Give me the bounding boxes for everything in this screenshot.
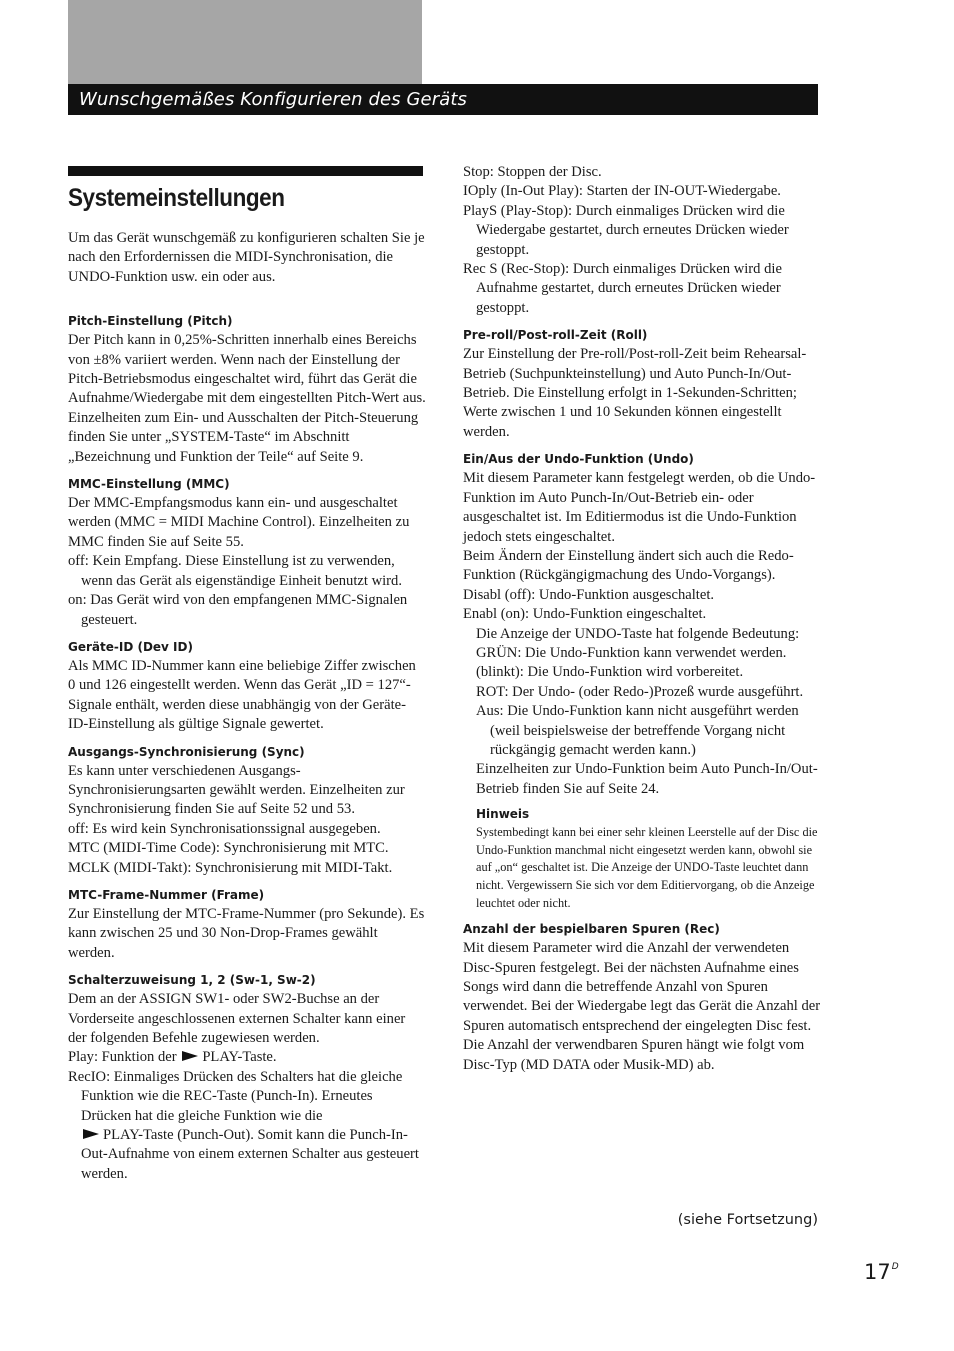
undo-text-2: Beim Ändern der Einstellung ändert sich auch die Redo-Funktion (Rückgängigmachung des Undo-Vorgangs). — [463, 547, 794, 584]
mmc-on: on: Das Gerät wird von den empfangenen MMC-Signalen gesteuert. — [68, 592, 408, 628]
roll-heading: Pre-roll/Post-roll-Zeit (Roll) — [463, 328, 648, 343]
undo-display: Die Anzeige der UNDO-Taste hat folgende Bedeutung: — [476, 625, 800, 642]
sw-play — [68, 1048, 426, 1067]
sw-play-suffix: PLAY-Taste. — [202, 1049, 277, 1066]
header-gray-block — [68, 0, 422, 84]
undo-enabl: Enabl (on): Undo-Funktion eingeschaltet. — [463, 606, 707, 623]
play-icon — [182, 1051, 198, 1061]
pitch-text-2: Einzelheiten zum Ein- und Ausschalten der Pitch-Steuerung finden Sie unter „SYSTEM-Taste“ im Abschnitt „Bezeichnung und Funktion der Teile“ auf Seite 9. — [68, 409, 419, 465]
section-title: Wunschgemäßes Konfigurieren des Geräts — [79, 89, 467, 110]
rec-text-1: Mit diesem Parameter wird die Anzahl der verwendeten Disc-Spuren festgelegt. Bei der nächsten Aufnahme eines Songs wird dann die betreffende Anzahl von Spuren verwendet. Bei der Wiedergabe legt das Gerät die Anzahl der Spuren automatisch entsprechend der eingelegten Disc fest. — [463, 940, 821, 1034]
sync-text: Es kann unter verschiedenen Ausgangs-Synchronisierungsarten gewählt werden. Einzelheiten zur Synchronisierung finden Sie auf Seite 52 und 53. — [68, 762, 405, 818]
sw-plays: PlayS (Play-Stop): Durch einmaliges Drücken wird die Wiedergabe gestartet, durch erneutes Drücken wieder gestoppt. — [463, 202, 789, 258]
page-number — [864, 1260, 899, 1284]
mmc-text: Der MMC-Empfangsmodus kann ein- und ausgeschaltet werden (MMC = MIDI Machine Control). Einzelheiten zu MMC finden Sie auf Seite 55. — [68, 495, 410, 550]
roll-text: Zur Einstellung der Pre-roll/Post-roll-Zeit beim Rehearsal-Betrieb (Suchpunkteinstellung) und Auto Punch-In/Out-Betrieb. Die Einstellung erfolgt in 1-Sekunden-Schritten; Werte zwischen 1 und 10 Sekunden können eingestellt werden. — [463, 346, 807, 440]
devid-text: Als MMC ID-Nummer kann eine beliebige Ziffer zwischen 0 und 126 eingestellt werden. Wenn das Gerät „ID = 127“-Signale enthält, werden diese unabhängig von der Geräte-ID-Einstellung als gültige Signale gewertet. — [68, 657, 416, 733]
sw-recio-a: RecIO: Einmaliges Drücken des Schalters hat die gleiche Funktion wie die REC-Taste (Punch-In). Erneutes Drücken hat die gleiche Funktion wie die — [68, 1068, 403, 1124]
devid-heading: Geräte-ID (Dev ID) — [68, 639, 193, 654]
frame-text: Zur Einstellung der MTC-Frame-Nummer (pro Sekunde). Es kann zwischen 25 und 30 Non-Drop-Frames gewählt werden. — [68, 905, 425, 961]
undo-disabl: Disabl (off): Undo-Funktion ausgeschaltet. — [463, 586, 715, 603]
sw-heading: Schalterzuweisung 1, 2 (Sw-1, Sw-2) — [68, 973, 316, 988]
undo-blinkt: (blinkt): Die Undo-Funktion wird vorbereitet. — [476, 664, 744, 681]
sw-stop: Stop: Stoppen der Disc. — [463, 164, 602, 180]
sw-text: Dem an der ASSIGN SW1- oder SW2-Buchse an der Vorderseite angeschlossenen externen Schalter kann einer der folgenden Befehle zugewiesen werden. — [68, 991, 406, 1046]
intro-paragraph: Um das Gerät wunschgemäß zu konfigurieren schalten Sie je nach den Erfordernissen die MIDI-Synchronisation, die UNDO-Funktion usw. ein oder aus. — [68, 230, 425, 285]
frame-heading: MTC-Frame-Nummer (Frame) — [68, 887, 265, 902]
sync-mtc: MTC (MIDI-Time Code): Synchronisierung mit MTC. — [68, 840, 389, 857]
sync-off: off: Es wird kein Synchronisationssignal ausgegeben. — [68, 820, 381, 837]
rec-text-2: Die Anzahl der verwendbaren Spuren hängt wie folgt vom Disc-Typ (MD DATA oder Musik-MD) ab. — [463, 1037, 805, 1073]
undo-rot: ROT: Der Undo- (oder Redo-)Prozeß wurde ausgeführt. — [476, 683, 804, 700]
page-number-suffix: D — [891, 1262, 899, 1272]
undo-aus: Aus: Die Undo-Funktion kann nicht ausgeführt werden (weil beispielsweise der betreffende Vorgang nicht rückgängig gemacht werden kann.) — [476, 703, 799, 758]
sync-mclk: MCLK (MIDI-Takt): Synchronisierung mit MIDI-Takt. — [68, 859, 393, 876]
continued-note: (siehe Fortsetzung) — [677, 1212, 818, 1228]
pitch-heading: Pitch-Einstellung (Pitch) — [68, 314, 233, 329]
mmc-heading: MMC-Einstellung (MMC) — [68, 477, 230, 492]
pitch-text-1: Der Pitch kann in 0,25%-Schritten innerhalb eines Bereichs von ±8% variiert werden. Wenn nach der Einstellung der Pitch-Betriebsmodus eingeschaltet wird, führt das Gerät die Aufnahme/Wiedergabe mit dem eingestellten Pitch-Wert aus. — [68, 332, 426, 407]
page-title: Systemeinstellungen — [68, 184, 285, 212]
play-icon — [83, 1129, 99, 1139]
mmc-off: off: Kein Empfang. Diese Einstellung ist zu verwenden, wenn das Gerät als eigenständige Einheit benutzt wird. — [68, 553, 402, 589]
title-rule — [68, 166, 423, 176]
undo-gruen: GRÜN: Die Undo-Funktion kann verwendet werden. — [476, 644, 787, 661]
sw-recio — [68, 1068, 426, 1184]
sw-play-prefix: Play: Funktion der — [68, 1049, 177, 1066]
sync-heading: Ausgangs-Synchronisierung (Sync) — [68, 744, 305, 759]
page-number-value: 17 — [864, 1260, 891, 1284]
note-title: Hinweis — [476, 807, 530, 822]
sw-recio-b: PLAY-Taste (Punch-Out). Somit kann die Punch-In-Out-Aufnahme von einem externen Schalter aus gesteuert werden. — [81, 1127, 419, 1182]
undo-heading: Ein/Aus der Undo-Funktion (Undo) — [463, 452, 694, 467]
left-column — [68, 166, 426, 1184]
undo-text-1: Mit diesem Parameter kann festgelegt werden, ob die Undo-Funktion im Auto Punch-In/Out-Betrieb ein- oder ausgeschaltet ist. Im Editiermodus ist die Undo-Funktion jedoch stets eingeschaltet. — [463, 470, 816, 545]
note-text: Systembedingt kann bei einer sehr kleinen Leerstelle auf der Disc die Undo-Funktion manchmal nicht eingesetzt werden kann, obwohl sie auf „on“ geschaltet ist. Die Anzeige der UNDO-Taste leuchtet dann nicht. Vergewissern Sie sich vor dem Editiervorgang, ob die Anzeige leuchtet oder nicht. — [476, 825, 818, 910]
undo-details: Einzelheiten zur Undo-Funktion beim Auto Punch-In/Out-Betrieb finden Sie auf Seite 24. — [476, 761, 818, 797]
rec-heading: Anzahl der bespielbaren Spuren (Rec) — [463, 922, 720, 937]
sw-ioply: IOply (In-Out Play): Starten der IN-OUT-Wiedergabe. — [463, 183, 781, 200]
section-header — [68, 84, 818, 115]
sw-recs: Rec S (Rec-Stop): Durch einmaliges Drücken wird die Aufnahme gestartet, durch erneutes Drücken wieder gestoppt. — [463, 261, 782, 316]
right-column — [463, 163, 823, 1075]
